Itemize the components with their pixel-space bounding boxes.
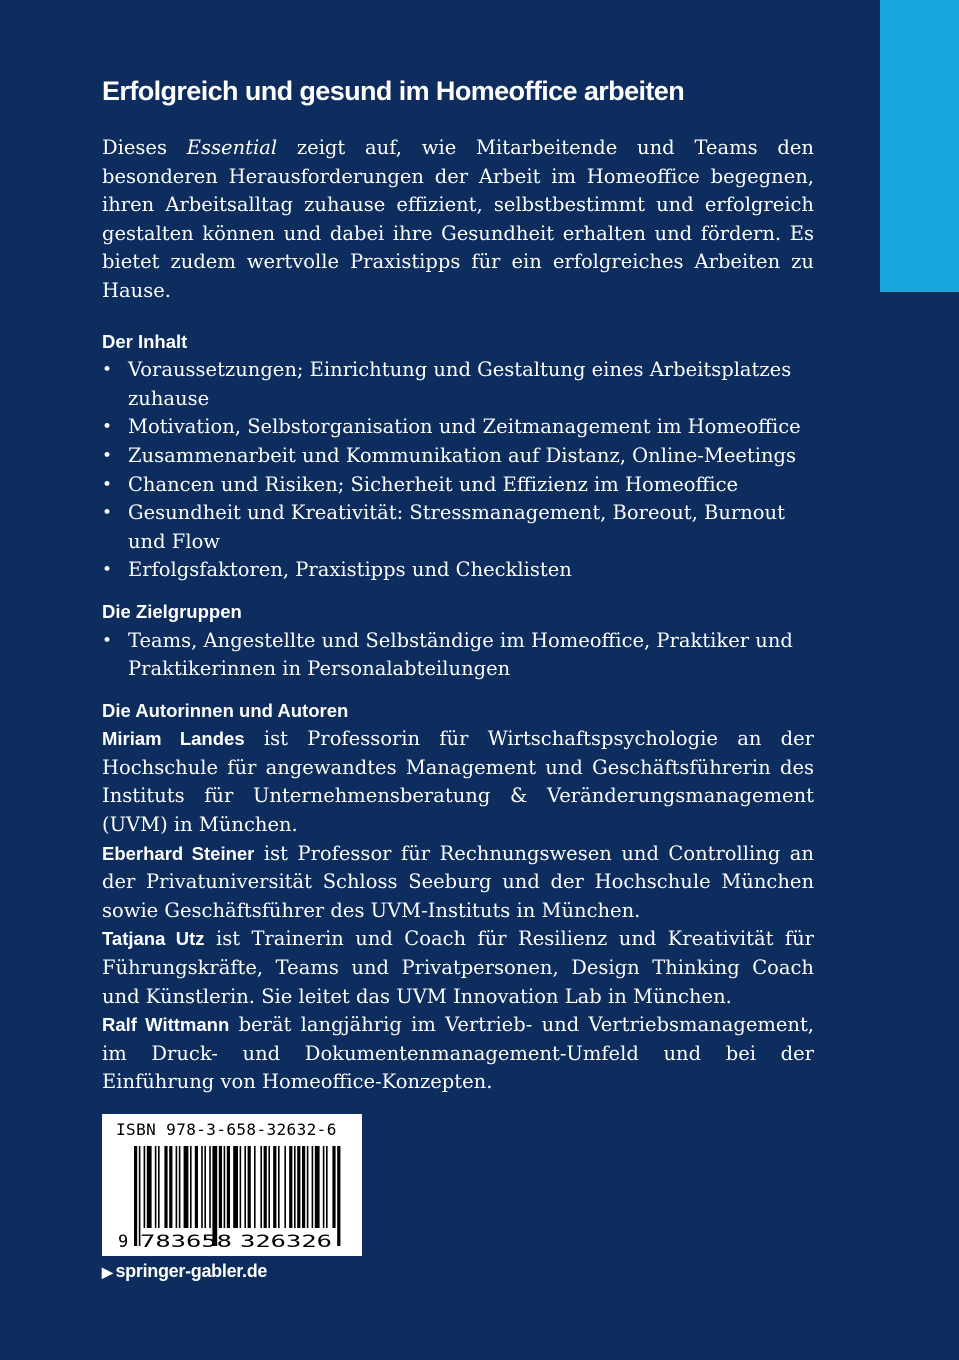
zielgruppen-list	[102, 627, 814, 684]
barcode-bar	[302, 1146, 305, 1228]
barcode-bar	[144, 1146, 146, 1228]
barcode-bar	[227, 1146, 230, 1228]
author-bio: Miriam Landes ist Professorin für Wirtschaftspsychologie an der Hochschule für angewandtes Management und Geschäftsführerin des Instituts für Unternehmensberatung & Veränderungsmanagement (UVM) in München.	[102, 727, 815, 837]
barcode-bar	[195, 1146, 198, 1228]
right-triangle-icon: ▶	[102, 1264, 113, 1280]
list-item: • Voraussetzungen; Einrichtung und Gestaltung eines Arbeitsplatzes zuhause	[102, 356, 814, 413]
inhalt-list	[102, 356, 814, 585]
barcode-bar	[212, 1146, 217, 1246]
zielgruppen-heading: Die Zielgruppen	[102, 600, 242, 622]
barcode-bar	[134, 1146, 137, 1246]
list-item: • Teams, Angestellte und Selbständige im Homeoffice, Praktiker und Praktikerinnen in Personalabteilungen	[102, 627, 814, 684]
isbn-barcode	[102, 1114, 362, 1256]
author-name: Miriam Landes	[102, 728, 245, 750]
barcode-bar	[184, 1146, 189, 1228]
author-name: Tatjana Utz	[102, 928, 205, 950]
barcode-bar	[323, 1146, 325, 1228]
barcode-bar	[240, 1146, 242, 1228]
barcode-bar	[294, 1146, 296, 1228]
autoren-heading: Die Autorinnen und Autoren	[102, 699, 349, 721]
barcode-bar	[233, 1146, 238, 1228]
barcode-bar	[176, 1146, 178, 1228]
barcode-bar	[179, 1146, 181, 1228]
barcode-bar	[248, 1146, 251, 1228]
list-item: • Zusammenarbeit und Kommunikation auf Distanz, Online-Meetings	[102, 442, 814, 471]
book-title: Erfolgreich und gesund im Homeoffice arbeiten	[102, 76, 685, 106]
barcode-bars	[112, 1144, 352, 1250]
back-cover-text	[102, 70, 814, 1097]
barcode-bar	[244, 1146, 246, 1228]
barcode-bar	[337, 1146, 340, 1246]
barcode-bar	[268, 1146, 270, 1228]
barcode-bar	[284, 1146, 286, 1228]
author-bio: Ralf Wittmann berät langjährig im Vertrieb- und Vertriebsmanagement, im Druck- und Dokumentenmanagement-Umfeld und bei der Einführung von Homeoffice-Konzepten.	[102, 1013, 814, 1094]
barcode-bar	[224, 1146, 226, 1228]
barcode-bar	[219, 1146, 222, 1228]
accent-bar	[880, 0, 959, 292]
barcode-bar	[278, 1146, 280, 1228]
list-item: • Erfolgsfaktoren, Praxistipps und Checklisten	[102, 556, 814, 585]
barcode-digit: 326326	[240, 1232, 332, 1250]
barcode-bar	[147, 1146, 152, 1228]
essential-term: Essential	[186, 136, 278, 159]
barcode-bar	[289, 1146, 292, 1228]
barcode-bar	[209, 1146, 211, 1228]
publisher-link[interactable]: ▶ springer-gabler.de	[102, 1261, 268, 1281]
barcode-bar	[307, 1146, 309, 1228]
barcode-bar	[264, 1146, 267, 1228]
barcode-bar	[155, 1146, 157, 1228]
inhalt-heading: Der Inhalt	[102, 330, 188, 352]
barcode-bar	[204, 1146, 206, 1228]
author-bio: Tatjana Utz ist Trainerin und Coach für Resilienz und Kreativität für Führungskräfte, Teams und Privatpersonen, Design Thinking Coach und Künstlerin. Sie leitet das UVM Innovation Lab in München.	[102, 927, 814, 1008]
list-item: • Gesundheit und Kreativität: Stressmanagement, Boreout, Burnout und Flow	[102, 499, 814, 556]
barcode-bar	[139, 1146, 141, 1246]
barcode-bar	[260, 1146, 262, 1228]
barcode-bar	[201, 1146, 203, 1228]
barcode-bar	[326, 1146, 328, 1228]
barcode-bar	[273, 1146, 276, 1228]
barcode-bar	[158, 1146, 160, 1228]
barcode-bar	[332, 1146, 335, 1228]
barcode-bar	[164, 1146, 167, 1228]
barcode-digit: 783658	[140, 1232, 232, 1250]
barcode-bar	[315, 1146, 320, 1228]
author-name: Eberhard Steiner	[102, 842, 255, 864]
barcode-bar	[254, 1146, 256, 1228]
barcode-bar	[297, 1146, 300, 1228]
list-item: • Motivation, Selbstorganisation und Zeitmanagement im Homeoffice	[102, 413, 814, 442]
list-item: • Chancen und Risiken; Sicherheit und Effizienz im Homeoffice	[102, 471, 814, 500]
barcode-bar	[190, 1146, 192, 1228]
intro-paragraph: Dieses Essential zeigt auf, wie Mitarbeitende und Teams den besonderen Herausforderungen der Arbeit im Homeoffice begegnen, ihren Arbeitsalltag zuhause effizient, selbstbestimmt und erfolgreich gestalten können und dabei ihre Gesundheit erhalten und fördern. Es bietet zudem wertvolle Praxistipps für ein erfolgreiches Arbeiten zu Hause.	[102, 136, 814, 302]
barcode-bar	[169, 1146, 172, 1228]
barcode-digit: 9	[118, 1232, 129, 1250]
barcode-bar	[312, 1146, 314, 1228]
isbn-label: ISBN 978-3-658-32632-6	[116, 1120, 337, 1139]
author-bio: Eberhard Steiner ist Professor für Rechnungswesen und Controlling an der Privatuniversität Schloss Seeburg und der Hochschule München sowie Geschäftsführer des UVM-Instituts in München.	[102, 841, 814, 922]
author-name: Ralf Wittmann	[102, 1014, 230, 1036]
